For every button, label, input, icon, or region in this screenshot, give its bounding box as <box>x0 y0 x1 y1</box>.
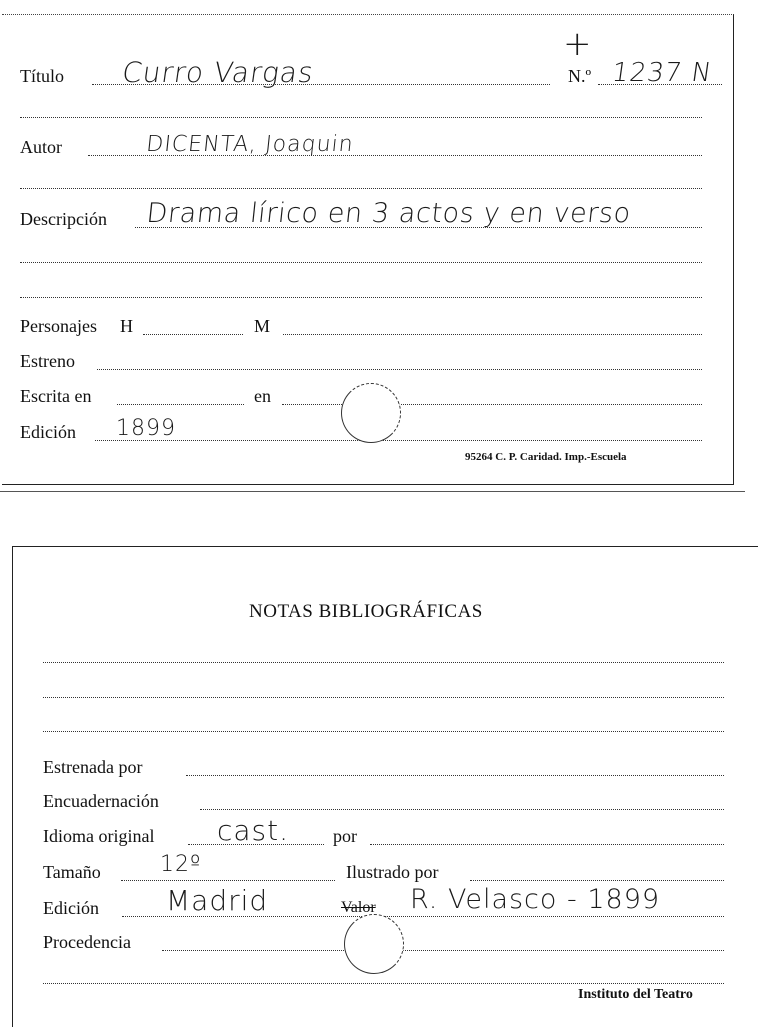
titulo-value: Curro Vargas <box>120 56 317 89</box>
printer-imprint: 95264 C. P. Caridad. Imp.-Escuela <box>465 451 627 463</box>
encuadernacion-line <box>200 809 724 810</box>
estrenada-label: Estrenada por <box>43 757 143 777</box>
autor-value: DICENTA, Joaquin <box>145 132 355 157</box>
notas-heading: NOTAS BIBLIOGRÁFICAS <box>249 601 483 622</box>
edicion-back-label: Edición <box>43 898 99 918</box>
punch-hole-back <box>344 914 404 974</box>
tamano-line <box>121 880 335 881</box>
ilustrado-line <box>470 880 724 881</box>
tamano-value: 12º <box>160 852 202 877</box>
personajes-h-label: H <box>120 316 133 336</box>
estreno-line <box>97 369 702 370</box>
descripcion-label: Descripción <box>20 209 107 229</box>
escrita-en-label: en <box>254 386 271 406</box>
notas-line-1 <box>43 662 724 663</box>
numero-label: N.º <box>568 66 592 86</box>
institution-footer: Instituto del Teatro <box>578 987 693 1002</box>
personajes-h-line <box>143 334 243 335</box>
punch-hole-front <box>341 383 401 443</box>
idioma-label: Idioma original <box>43 826 155 846</box>
idioma-por-label: por <box>333 826 357 846</box>
titulo-extra-line <box>20 117 702 118</box>
escrita-line <box>117 404 244 405</box>
cross-mark: + <box>563 24 593 64</box>
valor-label: Valor <box>341 899 376 916</box>
edicion-line <box>95 440 702 441</box>
escrita-label: Escrita en <box>20 386 92 406</box>
procedencia-label: Procedencia <box>43 932 131 952</box>
estreno-label: Estreno <box>20 351 75 371</box>
edicion-value: 1899 <box>116 416 176 441</box>
encuadernacion-label: Encuadernación <box>43 791 159 811</box>
idioma-value: cast. <box>217 814 290 847</box>
personajes-m-line <box>283 334 702 335</box>
numero-value: 1237 N <box>610 58 715 88</box>
procedencia-line <box>162 950 724 951</box>
tamano-label: Tamaño <box>43 862 101 882</box>
edicion-label: Edición <box>20 422 76 442</box>
autor-extra-line <box>20 188 702 189</box>
edicion-back-value2: R. Velasco - 1899 <box>410 884 661 915</box>
descripcion-value: Drama lírico en 3 actos y en verso <box>145 198 633 229</box>
edicion-back-value: Madrid <box>166 884 269 917</box>
notas-line-2 <box>43 697 724 698</box>
personajes-label: Personajes <box>20 316 97 336</box>
card-divider <box>0 491 745 492</box>
idioma-por-line <box>370 844 724 845</box>
titulo-label: Título <box>20 66 64 86</box>
notas-line-3 <box>43 731 724 732</box>
descripcion-extra-line-1 <box>20 262 702 263</box>
descripcion-extra-line-2 <box>20 297 702 298</box>
personajes-m-label: M <box>254 316 271 336</box>
bottom-line <box>43 983 724 984</box>
ilustrado-label: Ilustrado por <box>346 862 439 882</box>
estrenada-line <box>186 775 724 776</box>
autor-label: Autor <box>20 137 62 157</box>
